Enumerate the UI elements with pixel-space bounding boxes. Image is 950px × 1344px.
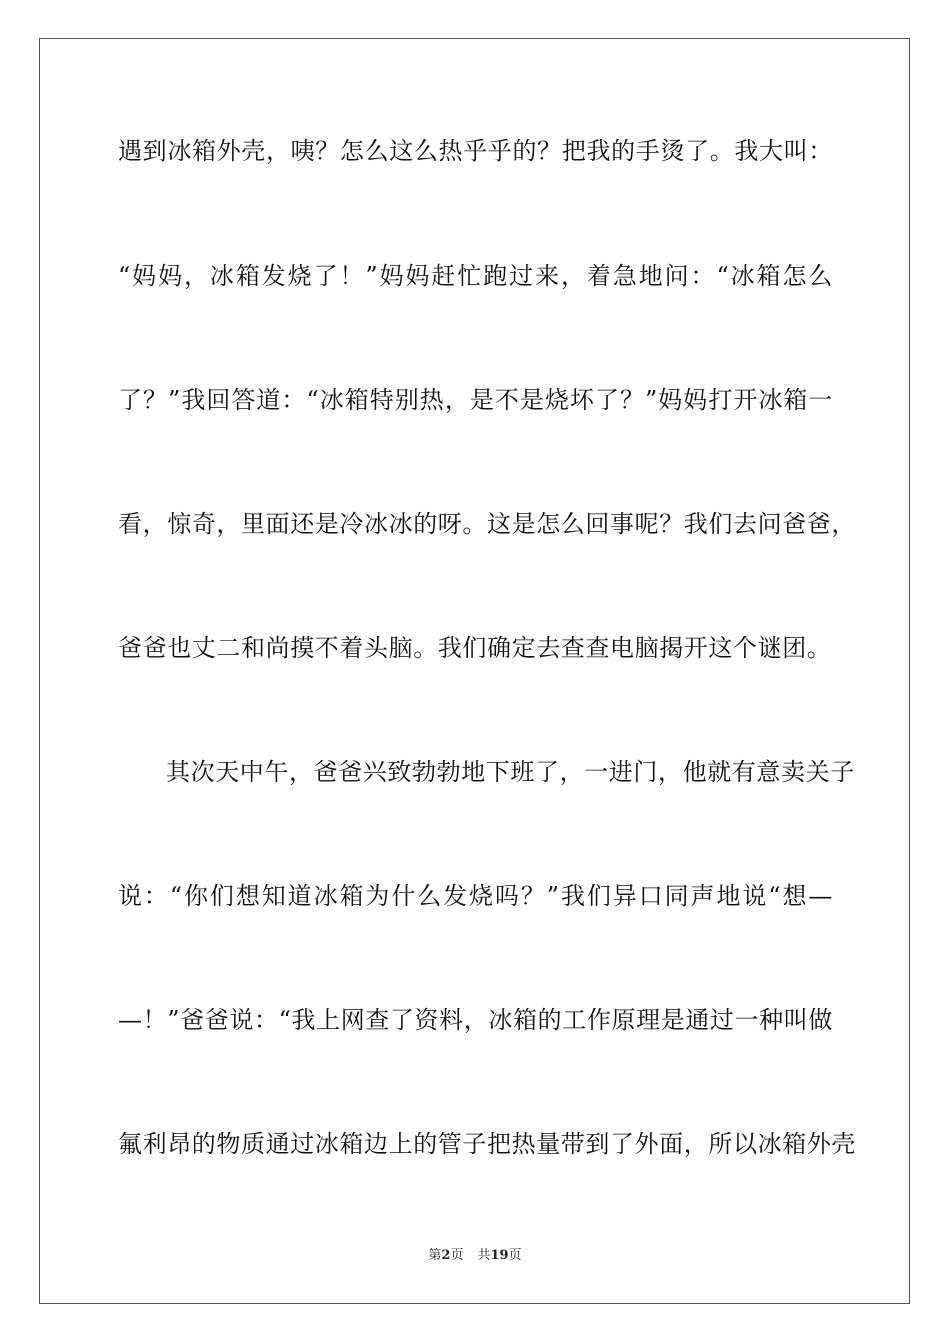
text-line-8: —！”爸爸说：“我上网查了资料，冰箱的工作原理是通过一种叫做 — [118, 1006, 833, 1034]
total-page-count: 19 — [490, 1248, 509, 1263]
text-line-3: 了？”我回答道：“冰箱特别热，是不是烧坏了？”妈妈打开冰箱一 — [118, 386, 833, 414]
text-line-7: 说：“你们想知道冰箱为什么发烧吗？”我们异口同声地说“想— — [118, 882, 833, 910]
text-line-2: “妈妈，冰箱发烧了！”妈妈赶忙跑过来，着急地问：“冰箱怎么 — [118, 262, 833, 290]
text-line-9: 氟利昂的物质通过冰箱边上的管子把热量带到了外面，所以冰箱外壳 — [118, 1130, 856, 1158]
current-page-number: 2 — [441, 1248, 451, 1263]
text-line-1: 遇到冰箱外壳，咦？怎么这么热乎乎的？把我的手烫了。我大叫： — [118, 137, 833, 165]
page-border — [39, 38, 910, 1304]
text-line-4: 看，惊奇，里面还是冷冰冰的呀。这是怎么回事呢？我们去问爸爸， — [118, 510, 856, 538]
text-line-5: 爸爸也丈二和尚摸不着头脑。我们确定去查查电脑揭开这个谜团。 — [118, 634, 832, 662]
page-number-footer — [0, 1247, 950, 1265]
total-unit: 页 — [508, 1248, 522, 1263]
total-prefix: 共 — [477, 1248, 491, 1263]
paragraph-start-line: 其次天中午，爸爸兴致勃勃地下班了，一进门，他就有意卖关子 — [166, 758, 855, 786]
page-prefix: 第 — [428, 1248, 442, 1263]
page-unit: 页 — [450, 1248, 464, 1263]
